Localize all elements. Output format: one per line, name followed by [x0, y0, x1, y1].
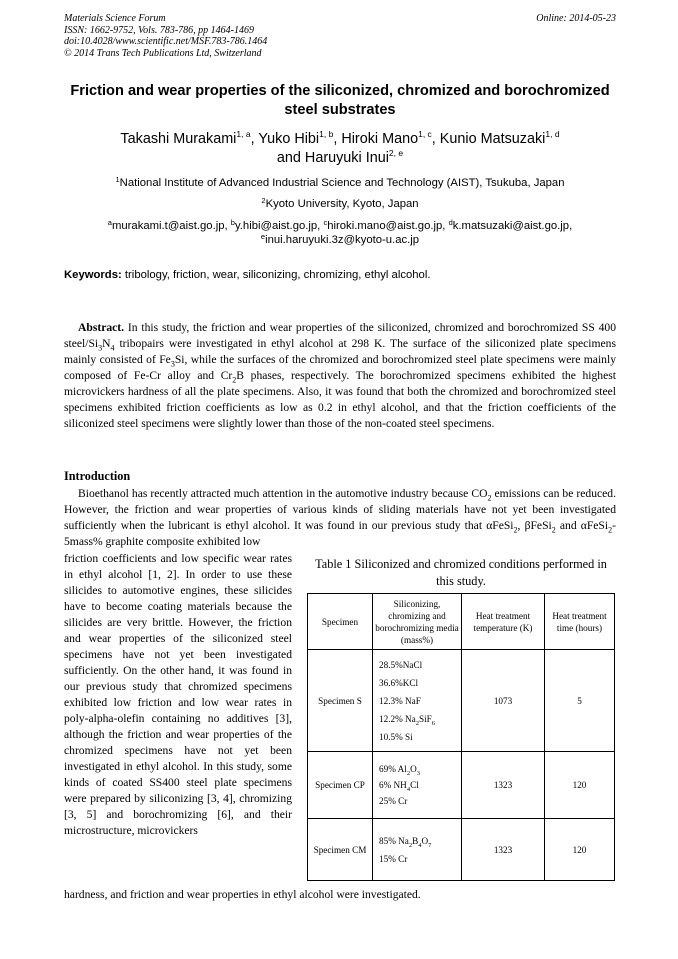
table-cell-media	[373, 650, 462, 752]
table-cell-specimen: Specimen S	[308, 650, 373, 752]
email-link[interactable]: murakami.t@aist.go.jp,	[111, 220, 228, 232]
media-item: 36.6%KCl	[379, 677, 419, 688]
affiliation-2	[64, 197, 616, 211]
issn-line: ISSN: 1662-9752, Vols. 783-786, pp 1464-1469	[64, 24, 254, 36]
table-header: Heat treatment temperature (K)	[462, 594, 545, 650]
media-item: 25% Cr	[379, 796, 408, 806]
abstract-text: B phases, respectively. The borochromized specimens exhibited the highest microvickers hardness of all the plate specimens. Also, it was found that both the chromized and borochromized steel specimens exhibited friction coefficients as low as 0.2 in ethyl alcohol, and that the friction coefficients of the siliconized steel specimens were slightly lower than those of the non-coated steel specimens.	[64, 369, 616, 430]
online-date: Online: 2014-05-23	[536, 13, 616, 24]
affiliation-sup: 1	[115, 175, 120, 184]
author-name: Haruyuki Inui	[304, 150, 389, 166]
email-link[interactable]: inui.haruyuki.3z@kyoto-u.ac.jp	[265, 234, 420, 246]
paper-title: Friction and wear properties of the siliconized, chromized and borochromized steel substrates	[70, 83, 610, 118]
email-link[interactable]: k.matsuzaki@aist.go.jp,	[452, 220, 573, 232]
author-name: Yuko Hibi	[258, 131, 320, 147]
email-sup: c	[323, 218, 328, 227]
table-cell-time: 120	[545, 819, 615, 881]
journal-header	[64, 13, 616, 59]
email-list	[64, 219, 616, 247]
author-name: Kunio Matsuzaki	[439, 131, 546, 147]
media-item: 12.2% $Na_2SiF_6$	[379, 713, 436, 727]
abstract-text: tribopairs were investigated in ethyl alcohol at 298 K. The surface of the siliconized plate specimens mainly consisted of Fe	[64, 337, 616, 366]
abstract: Abstract. In this study, the friction and wear properties of the siliconized, chromized and borochromized SS 400 steel/$Si_3N_4$ tribopairs were investigated in ethyl alcohol at 298 K. The surface of the siliconized plate specimens mainly consisted of $Fe_3Si$, while the surfaces of the chromized and borochromized steel plate specimens were mainly composed of Fe-Cr alloy and $Cr_2B$ phases, respectively. The borochromized specimens exhibited the highest microvickers hardness of all the plate specimens. Also, it was found that both the chromized and borochromized steel specimens exhibited friction coefficients as low as 0.2 in ethyl alcohol, and that the friction coefficients of the siliconized steel specimens were slightly lower than those of the non-coated steel specimens.	[64, 321, 616, 430]
affiliation-1	[64, 176, 616, 190]
intro-text: , βFeSi	[517, 519, 552, 532]
email-sup: b	[230, 218, 235, 227]
table-cell-time: 5	[545, 650, 615, 752]
table-row	[308, 752, 615, 819]
abstract-text: N	[102, 337, 111, 350]
table-header: Siliconizing, chromizing and borochromizing media (mass%)	[373, 594, 462, 650]
email-sup: e	[260, 232, 266, 241]
media-item: 10.5% Si	[379, 731, 413, 742]
author-sup: 1, b	[319, 129, 334, 139]
keywords-text: tribology, friction, wear, siliconizing, chromizing, ethyl alcohol.	[124, 269, 431, 281]
author-sup: 1, c	[418, 129, 432, 139]
author-sup: 1, a	[236, 129, 251, 139]
table-row	[308, 650, 615, 752]
author-list: Takashi Murakami$^{1, a}$, Yuko Hibi$^{1, b}$, Hiroki Mano$^{1, c}$, Kunio Matsuzaki$^{1, d}$ and Haruyuki Inui$^{2, e}$	[120, 129, 560, 166]
introduction-heading: Introduction	[64, 469, 131, 483]
media-item: 85% $Na_2B_4O_7$	[379, 835, 432, 849]
table-row	[308, 819, 615, 881]
author-sup: 2, e	[388, 148, 404, 158]
media-item: 28.5%NaCl	[379, 659, 423, 670]
authors-and: and	[276, 150, 301, 166]
author-sup: 1, d	[545, 129, 560, 139]
conditions-table	[307, 593, 615, 881]
intro-text: and αFeSi	[559, 519, 609, 532]
email-link[interactable]: hiroki.mano@aist.go.jp,	[327, 220, 446, 232]
abstract-text: In this study, the friction and wear properties of the siliconized, chromized and borochromized SS 400 steel/Si	[64, 321, 616, 350]
media-item: 6% $NH_4Cl$	[379, 780, 419, 793]
table-header-row	[308, 594, 615, 650]
copyright-line: © 2014 Trans Tech Publications Ltd, Switzerland	[64, 47, 262, 59]
table-cell-specimen: Specimen CM	[308, 819, 373, 881]
author-name: Takashi Murakami	[120, 131, 237, 147]
media-item: 15% Cr	[379, 853, 408, 864]
intro-column-text: friction coefficients and low specific wear rates in ethyl alcohol [1, 2]. In order to use these silicides to automotive engines, these silicides have to become coating materials because the silicides are very brittle. However, the friction and wear properties of the siliconized steel specimens have not yet been investigated sufficiently. On the other hand, it was found in our previous study that chromized specimens exhibited low friction and low wear rates in poly-alpha-olefin containing no additives [3], although the friction and wear properties of the chromized specimens have not yet been investigated in ethyl alcohol. In this study, some kinds of coated SS400 steel plate specimens were prepared by siliconizing [3, 4], chromizing [3, 5] and borochromizing [6], and their microstructure, microvickers	[64, 552, 292, 837]
table-cell-time: 120	[545, 752, 615, 819]
keywords-label: Keywords:	[64, 269, 122, 281]
email-link[interactable]: y.hibi@aist.go.jp,	[234, 220, 321, 232]
intro-text: -5mass% graphite composite exhibited low	[64, 519, 616, 548]
table-cell-temp: 1073	[462, 650, 545, 752]
intro-text: Bioethanol has recently attracted much attention in the automotive industry because CO	[78, 487, 488, 500]
media-item: 12.3% NaF	[379, 695, 421, 706]
affiliation-text: National Institute of Advanced Industrial Science and Technology (AIST), Tsukuba, Japan	[119, 177, 565, 189]
author-name: Hiroki Mano	[341, 131, 419, 147]
affiliation-text: Kyoto University, Kyoto, Japan	[265, 198, 419, 210]
doi-line: doi:10.4028/www.scientific.net/MSF.783-786.1464	[64, 36, 268, 47]
table-header: Specimen	[308, 594, 373, 650]
email-sup: d	[448, 218, 453, 227]
email-sup: a	[107, 218, 112, 227]
abstract-label: Abstract.	[78, 321, 125, 334]
table-cell-temp: 1323	[462, 752, 545, 819]
intro-last-line: hardness, and friction and wear properties in ethyl alcohol were investigated.	[64, 888, 421, 901]
intro-paragraph: Bioethanol has recently attracted much attention in the automotive industry because $CO_2$ emissions can be reduced. However, the friction and wear properties of various kinds of sliding materials have not yet been investigated sufficiently when the lubricant is ethyl alcohol. It was found in our previous study that αFeSi$_2$, βFeSi$_2$ and αFeSi$_2$-5mass% graphite composite exhibited low	[64, 487, 616, 548]
table-cell-media	[373, 819, 462, 881]
table-cell-media	[373, 752, 462, 819]
table-header: Heat treatment time (hours)	[545, 594, 615, 650]
table-caption: Table 1 Siliconized and chromized conditions performed in this study.	[315, 557, 607, 588]
table-cell-specimen: Specimen CP	[308, 752, 373, 819]
affiliation-sup: 2	[261, 196, 266, 205]
keywords	[64, 268, 616, 282]
table-cell-temp: 1323	[462, 819, 545, 881]
journal-name: Materials Science Forum	[64, 13, 166, 24]
media-item: 69% $Al_2O_3$	[379, 764, 420, 777]
intro-text: emissions can be reduced. However, the friction and wear properties of various kinds of sliding materials have not yet been investigated sufficiently when the lubricant is ethyl alcohol. It was found in our previous study that αFeSi	[64, 487, 616, 532]
abstract-text: Si, while the surfaces of the chromized and borochromized steel plate specimens were mainly composed of Fe-Cr alloy and Cr	[64, 353, 616, 382]
